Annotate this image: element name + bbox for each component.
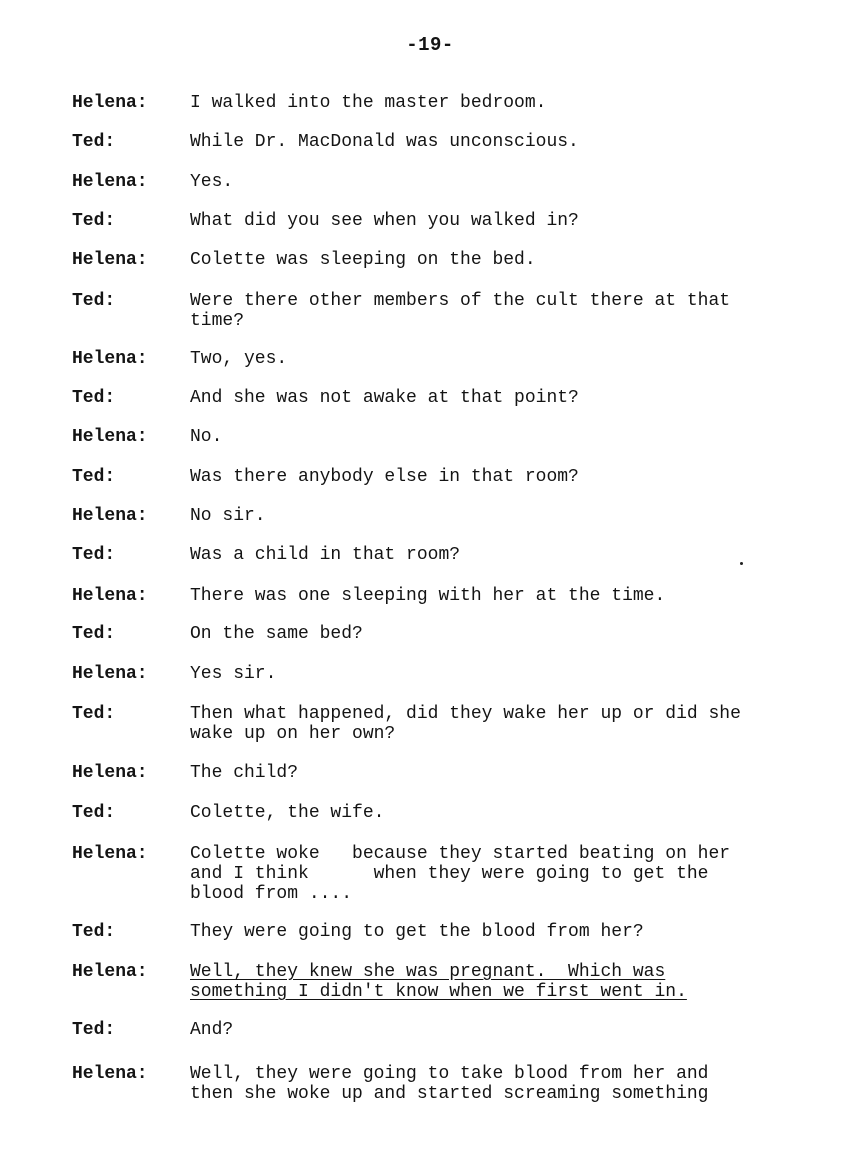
dialogue-text: I walked into the master bedroom. [190, 93, 547, 113]
dialogue-text: And? [190, 1020, 234, 1040]
dialogue-text: The child? [190, 763, 299, 783]
speaker-label: Helena: [72, 349, 148, 369]
speaker-label: Ted: [72, 132, 116, 152]
speaker-label: Helena: [72, 844, 148, 864]
dialogue-text: What did you see when you walked in? [190, 211, 579, 231]
dialogue-text: On the same bed? [190, 624, 363, 644]
dialogue-text: Was a child in that room? [190, 545, 461, 565]
speaker-label: Ted: [72, 545, 116, 565]
dialogue-text: While Dr. MacDonald was unconscious. [190, 132, 579, 152]
speaker-label: Ted: [72, 803, 116, 823]
dialogue-text: No sir. [190, 506, 266, 526]
speaker-label: Ted: [72, 704, 116, 724]
dialogue-text: Yes sir. [190, 664, 277, 684]
speaker-label: Helena: [72, 962, 148, 982]
underlined-dialogue-text: Well, they knew she was pregnant. Which was something I didn't know when we first went in. [190, 962, 687, 1002]
speaker-label: Ted: [72, 388, 116, 408]
dialogue-text: Were there other members of the cult there at that time? [190, 291, 731, 331]
speaker-label: Ted: [72, 467, 116, 487]
dialogue-text: And she was not awake at that point? [190, 388, 579, 408]
dialogue-text: Colette was sleeping on the bed. [190, 250, 536, 270]
dialogue-text: Then what happened, did they wake her up or did she wake up on her own? [190, 704, 741, 744]
dialogue-text: Well, they were going to take blood from her and then she woke up and started screaming something [190, 1064, 709, 1104]
scan-speck [740, 562, 743, 565]
speaker-label: Ted: [72, 291, 116, 311]
dialogue-text: No. [190, 427, 223, 447]
speaker-label: Ted: [72, 624, 116, 644]
speaker-label: Helena: [72, 1064, 148, 1084]
speaker-label: Helena: [72, 93, 148, 113]
speaker-label: Helena: [72, 250, 148, 270]
dialogue-text: Two, yes. [190, 349, 288, 369]
dialogue-text: Colette woke because they started beating on her and I think when they were going to get the blood from .... [190, 844, 731, 904]
speaker-label: Helena: [72, 763, 148, 783]
dialogue-text: Was there anybody else in that room? [190, 467, 579, 487]
speaker-label: Helena: [72, 506, 148, 526]
dialogue-text: There was one sleeping with her at the time. [190, 586, 666, 606]
dialogue-text: Colette, the wife. [190, 803, 385, 823]
speaker-label: Ted: [72, 1020, 116, 1040]
speaker-label: Helena: [72, 664, 148, 684]
speaker-label: Helena: [72, 586, 148, 606]
dialogue-text: They were going to get the blood from her? [190, 922, 644, 942]
speaker-label: Helena: [72, 427, 148, 447]
speaker-label: Ted: [72, 922, 116, 942]
page-number: -19- [406, 34, 454, 56]
speaker-label: Helena: [72, 172, 148, 192]
dialogue-text: Yes. [190, 172, 234, 192]
speaker-label: Ted: [72, 211, 116, 231]
